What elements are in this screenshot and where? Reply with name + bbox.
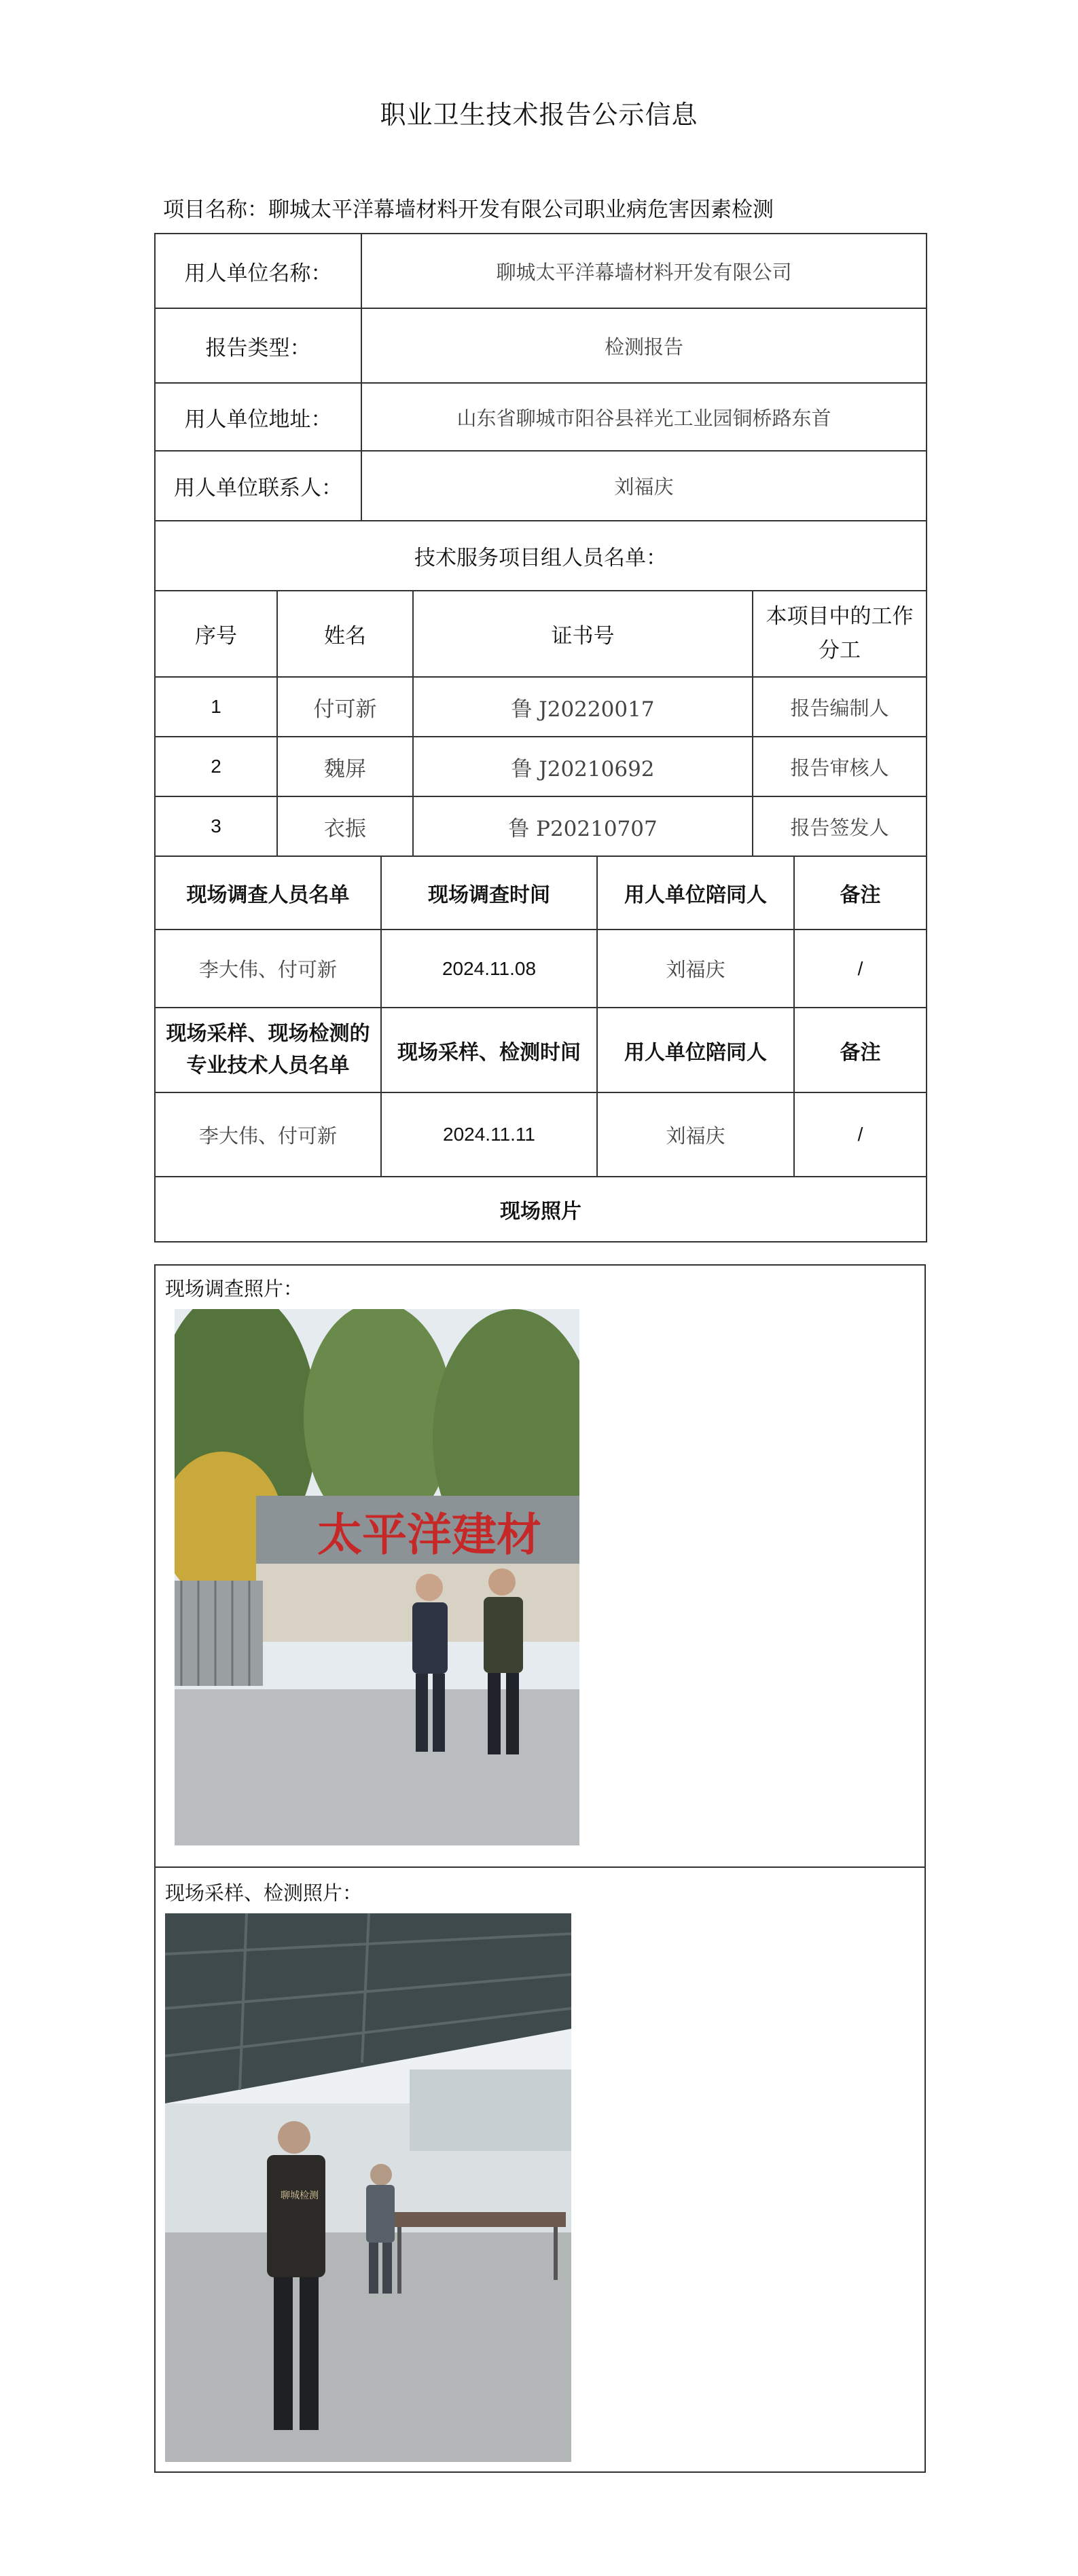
company-address-value: 山东省聊城市阳谷县祥光工业园铜桥路东首 bbox=[361, 383, 927, 451]
team-header-cert: 证书号 bbox=[413, 591, 753, 677]
company-contact-label: 用人单位联系人： bbox=[155, 451, 361, 521]
survey-note: / bbox=[794, 930, 927, 1008]
team-row-no: 3 bbox=[155, 796, 277, 856]
sampling-escort: 刘福庆 bbox=[597, 1092, 794, 1177]
sampling-header-staff: 现场采样、现场检测的专业技术人员名单 bbox=[155, 1008, 381, 1092]
svg-text:太平洋建材: 太平洋建材 bbox=[317, 1509, 541, 1561]
team-row-cert: 鲁 P20210707 bbox=[413, 796, 753, 856]
info-table bbox=[154, 233, 927, 521]
company-address-label: 用人单位地址： bbox=[155, 383, 361, 451]
survey-header-escort: 用人单位陪同人 bbox=[597, 856, 794, 930]
sampling-photo-caption: 现场采样、检测照片： bbox=[165, 1881, 363, 1905]
team-row-role: 报告审核人 bbox=[753, 737, 927, 796]
survey-photo-caption: 现场调查照片： bbox=[165, 1277, 304, 1300]
sampling-note: / bbox=[794, 1092, 927, 1177]
survey-header-staff: 现场调查人员名单 bbox=[155, 856, 381, 930]
table-row bbox=[155, 737, 927, 796]
survey-date: 2024.11.08 bbox=[381, 930, 597, 1008]
team-header-role: 本项目中的工作分工 bbox=[753, 591, 927, 677]
team-header-name: 姓名 bbox=[277, 591, 413, 677]
report-type-value: 检测报告 bbox=[361, 308, 927, 383]
team-row-name: 衣振 bbox=[277, 796, 413, 856]
company-contact-value: 刘福庆 bbox=[361, 451, 927, 521]
table-row bbox=[155, 796, 927, 856]
project-name: 项目名称：聊城太平洋幕墙材料开发有限公司职业病危害因素检测 bbox=[163, 198, 774, 222]
survey-table bbox=[154, 855, 927, 1243]
survey-header-note: 备注 bbox=[794, 856, 927, 930]
page-title: 职业卫生技术报告公示信息 bbox=[380, 100, 698, 130]
team-row-name: 付可新 bbox=[277, 677, 413, 737]
survey-staff: 李大伟、付可新 bbox=[155, 930, 381, 1008]
sampling-date: 2024.11.11 bbox=[381, 1092, 597, 1177]
svg-text:聊城检测: 聊城检测 bbox=[281, 2190, 319, 2201]
team-row-role: 报告编制人 bbox=[753, 677, 927, 737]
sampling-header-time: 现场采样、检测时间 bbox=[381, 1008, 597, 1092]
sampling-photo bbox=[165, 1913, 571, 2462]
sampling-header-escort: 用人单位陪同人 bbox=[597, 1008, 794, 1092]
team-heading: 技术服务项目组人员名单： bbox=[155, 521, 927, 591]
sampling-header-note: 备注 bbox=[794, 1008, 927, 1092]
team-table bbox=[154, 520, 927, 857]
company-name-value: 聊城太平洋幕墙材料开发有限公司 bbox=[361, 234, 927, 308]
team-row-no: 2 bbox=[155, 737, 277, 796]
team-row-role: 报告签发人 bbox=[753, 796, 927, 856]
photos-heading: 现场照片 bbox=[155, 1177, 927, 1242]
photo-divider bbox=[156, 1866, 924, 1868]
team-row-name: 魏屏 bbox=[277, 737, 413, 796]
team-row-cert: 鲁 J20220017 bbox=[413, 677, 753, 737]
table-row bbox=[155, 930, 927, 1008]
report-type-label: 报告类型： bbox=[155, 308, 361, 383]
survey-header-time: 现场调查时间 bbox=[381, 856, 597, 930]
table-row bbox=[155, 677, 927, 737]
team-row-no: 1 bbox=[155, 677, 277, 737]
table-row bbox=[155, 1092, 927, 1177]
sampling-staff: 李大伟、付可新 bbox=[155, 1092, 381, 1177]
team-row-cert: 鲁 J20210692 bbox=[413, 737, 753, 796]
survey-escort: 刘福庆 bbox=[597, 930, 794, 1008]
survey-photo bbox=[175, 1309, 579, 1845]
team-header-no: 序号 bbox=[155, 591, 277, 677]
photo-section bbox=[154, 1264, 926, 2473]
company-name-label: 用人单位名称： bbox=[155, 234, 361, 308]
